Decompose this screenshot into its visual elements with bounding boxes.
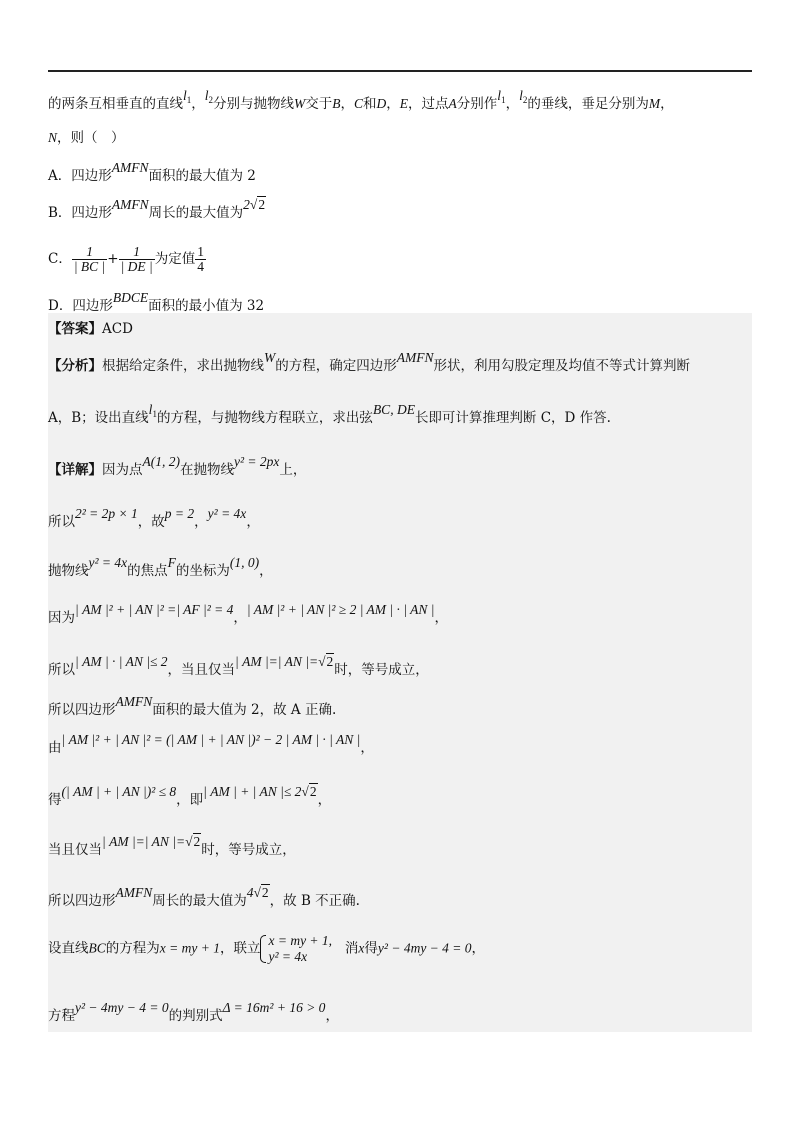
option-b: B．四边形AMFN周长的最大值为2√2 (48, 197, 266, 221)
math-l1: $l_1$ (183, 88, 192, 105)
fraction-quarter: $\frac{1}{4}$ (197, 244, 205, 274)
fraction-bc: $\frac{1}{| BC |}$ (73, 244, 106, 274)
detail-line-6: 所以四边形AMFN面积的最大值为 2，故 A 正确. (48, 694, 337, 718)
detail-line-7: 由| AM |² + | AN |² = (| AM | + | AN |)² − 2 | AM | · | AN |， (48, 732, 374, 756)
top-rule (48, 70, 752, 72)
analysis-line-2: A，B；设出直线$l_1$的方程，与抛物线方程联立，求出弦BC, DE长即可计算推理判断 C，D 作答. (48, 402, 611, 426)
detail-line-5: 所以| AM | · | AN |≤ 2，当且仅当| AM |=| AN |=√2时，等号成立， (48, 654, 429, 678)
math-l2: $l_2$ (204, 88, 214, 105)
equation-system: x = my + 1, y² = 4x (260, 933, 332, 965)
detail-line-3: 抛物线y² = 4x的焦点F的坐标为(1, 0)， (48, 555, 273, 579)
detail-line-11: 设直线BC的方程为x = my + 1，联立 x = my + 1, y² = 4x 消x得y² − 4my − 4 = 0， (48, 933, 486, 964)
question-line-2: N，则（ ） (48, 130, 125, 146)
detail-line-8: 得(| AM | + | AN |)² ≤ 8，即| AM | + | AN |≤ 2√2， (48, 784, 332, 808)
detail-line-1: 【详解】因为点A(1, 2)在抛物线y² = 2px上， (48, 454, 307, 478)
option-d: D．四边形BDCE面积的最小值为 32 (48, 290, 265, 314)
detail-line-2: 所以2² = 2p × 1，故p = 2，y² = 4x， (48, 506, 260, 530)
detail-line-12: 方程y² − 4my − 4 = 0的判别式Δ = 16m² + 16 > 0， (48, 1000, 339, 1024)
answer (48, 319, 133, 339)
math-2sqrt2: 2√2 (243, 197, 266, 212)
detail-line-4: 因为| AM |² + | AN |² =| AF |² = 4，| AM |² + | AN |² ≥ 2 | AM | · | AN |， (48, 602, 448, 626)
math-quad: AMFN (111, 160, 149, 175)
text: 的两条互相垂直的直线 (48, 96, 183, 112)
option-a: A．四边形AMFN面积的最大值为 2 (48, 160, 256, 184)
analysis-line-1: 【分析】根据给定条件，求出抛物线W的方程，确定四边形AMFN形状，利用勾股定理及均值不等式计算判断 (48, 350, 690, 374)
option-c: C． $\frac{1}{| BC |}$ + $\frac{1}{| DE |}$ 为定值 $\frac{1}{4}$ (48, 244, 205, 274)
math-W: W (294, 96, 306, 111)
detail-line-10: 所以四边形AMFN周长的最大值为4√2，故 B 不正确. (48, 885, 360, 909)
fraction-de: $\frac{1}{| DE |}$ (120, 244, 153, 274)
answer-value: ACD (102, 321, 133, 337)
answer-label: 【答案】 (48, 321, 102, 337)
detail-line-9: 当且仅当| AM |=| AN |=√2时，等号成立， (48, 834, 296, 858)
question-line-1: 的两条互相垂直的直线$l_1$，$l_2$分别与抛物线W交于B，C和D，E，过点A分别作$l_1$，$l_2$的垂线，垂足分别为M， (48, 88, 674, 112)
